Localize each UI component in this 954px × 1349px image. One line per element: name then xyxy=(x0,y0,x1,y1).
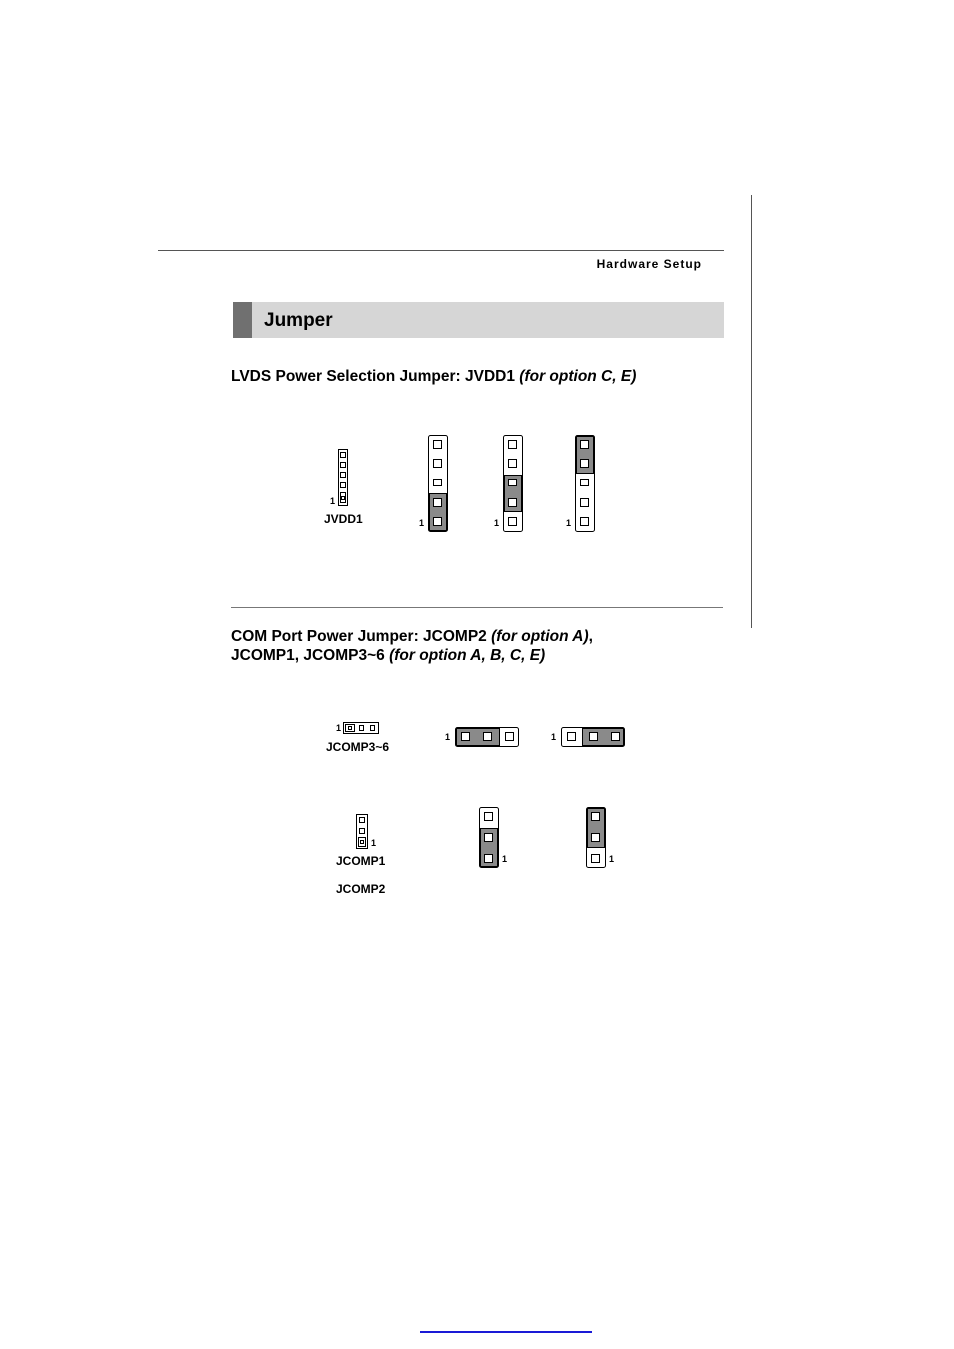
jvdd1-heading-note: (for option C, E) xyxy=(519,368,637,385)
jcomp1-setting-1-pin1-marker: 1 xyxy=(502,854,508,864)
jvdd1-pin1-marker: 1 xyxy=(330,496,336,506)
section-divider xyxy=(231,607,723,608)
jvdd1-setting-3-diagram xyxy=(574,434,596,534)
jcomp-heading xyxy=(231,627,691,665)
jvdd1-setting-2-pin1-marker: 1 xyxy=(494,518,500,528)
jcomp36-pin1-marker: 1 xyxy=(336,723,342,733)
jcomp-heading-line2: JCOMP1, JCOMP3~6 xyxy=(231,647,385,664)
jvdd1-setting-3-pin1-marker: 1 xyxy=(566,518,572,528)
section-title: Jumper xyxy=(264,310,333,331)
jcomp36-setting-1-diagram xyxy=(454,726,520,748)
jvdd1-setting-2-diagram xyxy=(502,434,524,534)
jcomp1-setting-2-pin1-marker: 1 xyxy=(609,854,615,864)
margin-rule xyxy=(751,195,752,628)
jcomp2-label: JCOMP2 xyxy=(336,882,386,896)
jcomp36-setting-2-pin1-marker: 1 xyxy=(551,732,557,742)
chapter-header: Hardware Setup xyxy=(596,257,702,271)
jcomp36-connector-icon xyxy=(342,721,380,735)
jvdd1-heading xyxy=(231,367,636,386)
jcomp-heading-line1-note: (for option A) xyxy=(491,628,589,645)
jvdd1-heading-text: LVDS Power Selection Jumper: JVDD1 xyxy=(231,368,515,385)
jcomp-heading-line1-tail: , xyxy=(588,628,593,645)
header-rule xyxy=(158,250,724,251)
section-tab-marker xyxy=(233,302,252,338)
jcomp36-setting-2-diagram xyxy=(560,726,626,748)
jvdd1-setting-1-diagram xyxy=(427,434,449,534)
footer-link-underline[interactable] xyxy=(420,1331,592,1333)
jcomp-heading-line2-note: (for option A, B, C, E) xyxy=(389,647,546,664)
jvdd1-setting-1-pin1-marker: 1 xyxy=(419,518,425,528)
section-title-bar xyxy=(233,302,724,338)
jcomp1-setting-2-diagram xyxy=(585,806,607,870)
jcomp-heading-line1: COM Port Power Jumper: JCOMP2 xyxy=(231,628,487,645)
jvdd1-label: JVDD1 xyxy=(324,512,363,526)
jcomp1-connector-icon xyxy=(355,813,369,850)
jcomp36-setting-1-pin1-marker: 1 xyxy=(445,732,451,742)
jcomp1-pin1-marker: 1 xyxy=(371,838,377,848)
jcomp36-label: JCOMP3~6 xyxy=(326,740,390,754)
jcomp1-label: JCOMP1 xyxy=(336,854,386,868)
jcomp1-setting-1-diagram xyxy=(478,806,500,870)
jvdd1-connector-icon xyxy=(336,448,350,508)
